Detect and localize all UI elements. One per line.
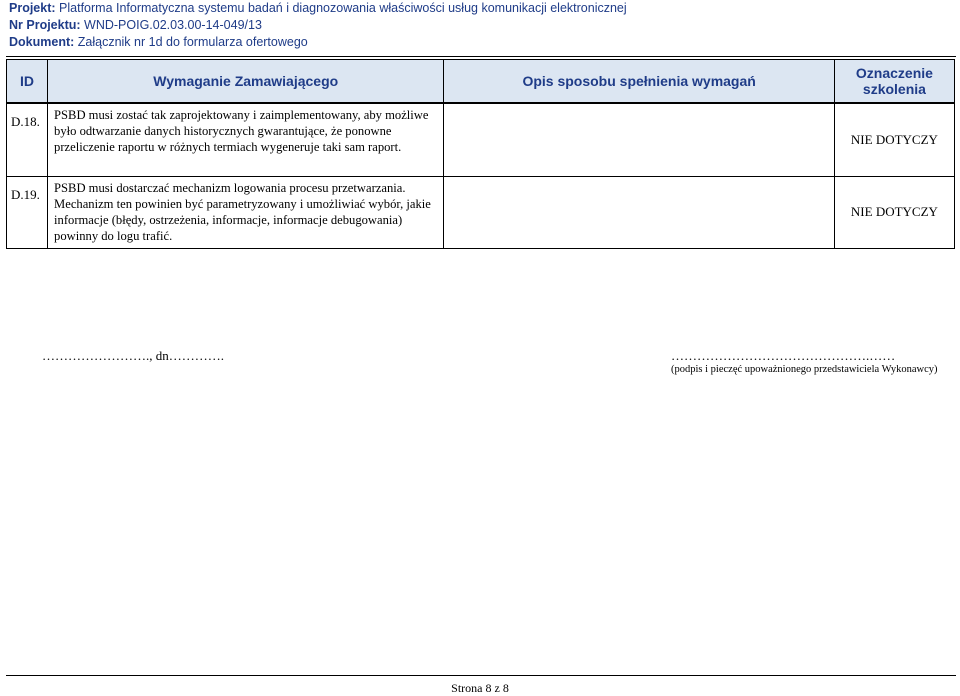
signature-caption: (podpis i pieczęć upoważnionego przedstawiciela Wykonawcy) (671, 364, 938, 375)
project-number-label: Nr Projektu: (9, 18, 81, 32)
place-date-line: ……………………., dn…………. (42, 348, 224, 363)
table-row (7, 103, 955, 176)
table-row (7, 176, 955, 248)
column-header-description: Opis sposobu spełnienia wymagań (444, 60, 834, 104)
project-label: Projekt: (9, 1, 56, 15)
row-training: NIE DOTYCZY (834, 176, 954, 248)
row-id: D.18. (7, 103, 48, 176)
footer-divider (6, 675, 956, 676)
row-training: NIE DOTYCZY (834, 103, 954, 176)
table-header-row (7, 60, 955, 104)
project-value: Platforma Informatyczna systemu badań i diagnozowania właściwości usług komunikacji elektronicznej (59, 1, 627, 15)
column-header-requirement: Wymaganie Zamawiającego (48, 60, 444, 104)
document-value: Załącznik nr 1d do formularza ofertowego (77, 35, 308, 49)
column-header-training: Oznaczenie szkolenia (834, 60, 954, 104)
row-requirement: PSBD musi zostać tak zaprojektowany i zaimplementowany, aby możliwe było odtwarzanie danych historycznych gwarantujące, że ponowne przeliczenie raportu w różnych termiach wygeneruje taki sam raport. (48, 103, 444, 176)
project-number-line (9, 17, 949, 34)
document-header (9, 0, 949, 51)
document-label: Dokument: (9, 35, 75, 49)
row-requirement: PSBD musi dostarczać mechanizm logowania procesu przetwarzania. Mechanizm ten powinien być parametryzowany i umożliwiać wybór, jakie informacje (błędy, ostrzeżenia, informacje, informacje debugowania) powinny do logu trafić. (48, 176, 444, 248)
page-number: Strona 8 z 8 (451, 681, 509, 695)
row-description-cell[interactable] (444, 103, 834, 176)
column-header-id: ID (7, 60, 48, 104)
row-description-cell[interactable] (444, 176, 834, 248)
project-line (9, 0, 949, 17)
project-number-value: WND-POIG.02.03.00-14-049/13 (84, 18, 262, 32)
document-line (9, 34, 949, 51)
signature-line: ……………………………………….…… (671, 348, 896, 363)
header-divider (6, 56, 956, 57)
row-id: D.19. (7, 176, 48, 248)
requirements-table (6, 59, 955, 249)
